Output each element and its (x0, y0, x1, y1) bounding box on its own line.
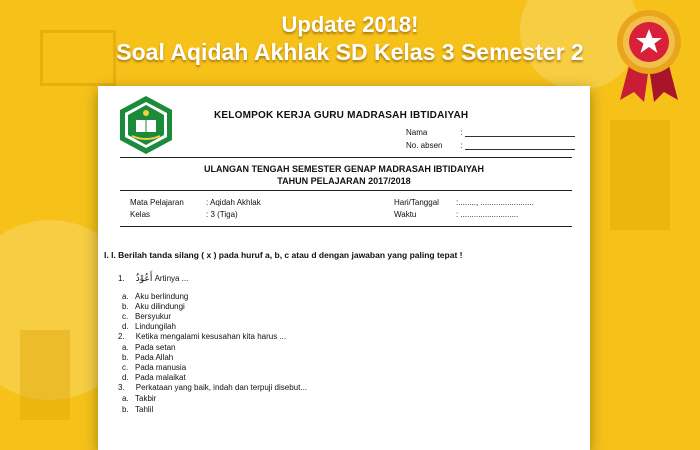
option-key: b. (122, 302, 129, 311)
date-value: :........, ........................ (456, 198, 534, 207)
option-key: b. (122, 405, 129, 414)
question-3 (118, 383, 307, 392)
absen-blank-line (465, 141, 575, 150)
option-3a (122, 394, 156, 403)
option-3b (122, 405, 153, 414)
question-2 (118, 332, 286, 341)
option-1d (122, 322, 176, 331)
question-number: 2. (118, 332, 125, 341)
title-divider (120, 190, 572, 191)
star-icon (614, 6, 684, 102)
name-label: Nama (406, 128, 428, 137)
exam-year: TAHUN PELAJARAN 2017/2018 (277, 176, 411, 186)
meta-divider (120, 226, 572, 227)
option-key: a. (122, 343, 129, 352)
background-shelf-shape (20, 330, 70, 420)
question-text: Artinya ... (154, 274, 189, 283)
option-key: a. (122, 292, 129, 301)
option-key: d. (122, 322, 129, 331)
absen-label: No. absen (406, 141, 443, 150)
option-text: Tahlil (135, 405, 154, 414)
option-text: Pada manusia (135, 363, 187, 372)
exam-paper (98, 86, 590, 450)
question-number: 1. (118, 274, 125, 283)
time-value: : .......................... (456, 210, 519, 219)
class-label: Kelas (130, 210, 151, 219)
option-1a (122, 292, 188, 301)
option-key: d. (122, 373, 129, 382)
option-1c (122, 312, 171, 321)
subject-label: Mata Pelajaran (130, 198, 184, 207)
absen-colon: : (460, 141, 463, 150)
option-key: b. (122, 353, 129, 362)
question-number: 3. (118, 383, 125, 392)
option-key: c. (122, 363, 129, 372)
option-text: Bersyukur (135, 312, 172, 321)
option-text: Lindungilah (135, 322, 176, 331)
organization-header: KELOMPOK KERJA GURU MADRASAH IBTIDAIYAH (214, 110, 469, 121)
arabic-text: أَعُوْذُ (135, 274, 153, 284)
question-text: Perkataan yang baik, indah dan terpuji disebut... (135, 383, 308, 392)
background-shelf-shape (610, 120, 670, 230)
header-divider (120, 157, 572, 158)
banner-title (0, 12, 700, 66)
option-2a (122, 343, 175, 352)
option-text: Pada Allah (135, 353, 174, 362)
option-1b (122, 302, 185, 311)
exam-title: ULANGAN TENGAH SEMESTER GENAP MADRASAH IBTIDAIYAH (203, 164, 485, 174)
option-text: Pada malaikat (135, 373, 186, 382)
option-2b (122, 353, 173, 362)
option-text: Pada setan (135, 343, 176, 352)
subject-value: : Aqidah Akhlak (206, 198, 261, 207)
option-text: Aku berlindung (135, 292, 189, 301)
option-2c (122, 363, 186, 372)
question-text: Ketika mengalami kesusahan kita harus ... (135, 332, 287, 341)
class-value: : 3 (Tiga) (206, 210, 238, 219)
kemenag-logo-icon (116, 94, 176, 156)
absen-field-row (406, 141, 575, 150)
name-blank-line (465, 128, 575, 137)
section-instruction: I. I. Berilah tanda silang ( x ) pada huruf a, b, c atau d dengan jawaban yang paling tepat ! (104, 250, 463, 260)
date-label: Hari/Tanggal (394, 198, 439, 207)
option-key: a. (122, 394, 129, 403)
option-2d (122, 373, 186, 382)
name-field-row (406, 128, 575, 137)
question-1 (118, 274, 188, 284)
option-text: Takbir (135, 394, 157, 403)
time-label: Waktu (394, 210, 417, 219)
option-text: Aku dilindungi (135, 302, 185, 311)
name-colon: : (460, 128, 463, 137)
option-key: c. (122, 312, 129, 321)
banner-line-1: Update 2018! (281, 12, 419, 37)
banner-line-2: Soal Aqidah Akhlak SD Kelas 3 Semester 2 (116, 39, 584, 65)
